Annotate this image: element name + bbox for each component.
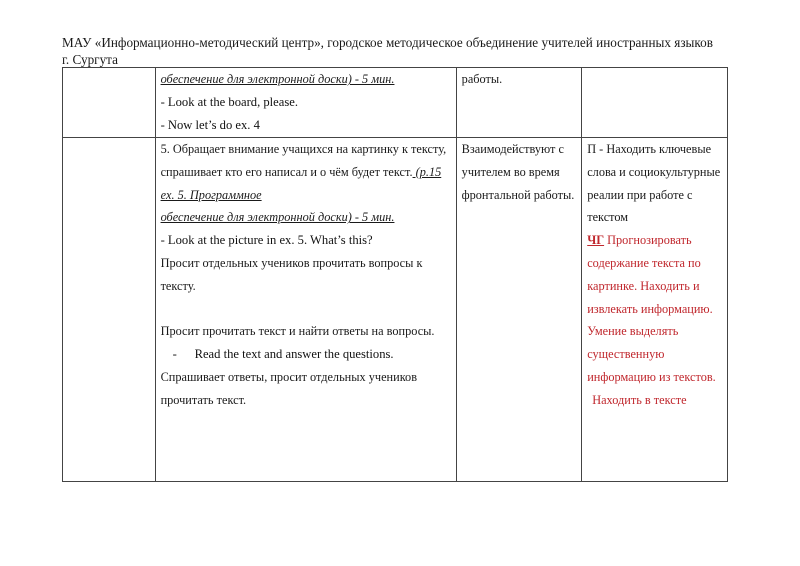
instruction-ask-answers: Спрашивает ответы, просит отдельных учеников прочитать текст.: [160, 369, 417, 407]
table-row: [63, 138, 728, 482]
student-activity-cell: Взаимодействуют с учителем во время фронтальной работы.: [456, 138, 582, 482]
reading-literacy-text: Прогнозировать содержание текста по картинке. Находить и извлекать информацию. Умение выделять существенную информацию из текстов.: [587, 233, 716, 384]
outcomes-cell: [582, 138, 728, 482]
resource-reference-continued: обеспечение для электронной доски) - 5 мин.: [160, 210, 395, 225]
bullet-text: Read the text and answer the questions.: [194, 347, 394, 362]
stage-cell: [63, 138, 156, 482]
teacher-activity-cell: [155, 68, 456, 138]
table-row: [63, 68, 728, 138]
student-activity-cell: работы.: [456, 68, 582, 138]
teacher-phrase: - Now let’s do ex. 4: [160, 117, 260, 132]
teacher-phrase: - Look at the board, please.: [160, 94, 298, 109]
task-intro: 5. Обращает внимание учащихся на картинку к тексту, спрашивает кто его написал и о чём будет текст.: [160, 142, 447, 179]
stage-cell: [63, 68, 156, 138]
reading-literacy-continued: Находить в тексте: [592, 392, 687, 407]
reading-literacy-outcome: [587, 229, 722, 389]
header-line-organization: МАУ «Информационно-методический центр», городское методическое объединение учителей иностранных языков: [62, 35, 713, 50]
bullet-item: [161, 343, 451, 366]
personal-outcome: П - Находить ключевые слова и социокультурные реалии при работе с текстом: [587, 142, 721, 225]
resource-reference: обеспечение для электронной доски) - 5 мин.: [160, 72, 395, 86]
bullet-dash: -: [172, 347, 177, 362]
instruction-read-questions: Просит отдельных учеников прочитать вопросы к тексту.: [160, 255, 423, 293]
lesson-plan-table: [62, 67, 728, 482]
teacher-activity-cell: [155, 138, 456, 482]
instruction-find-answers: Просит прочитать текст и найти ответы на вопросы.: [160, 324, 435, 339]
blank-line: [161, 298, 451, 321]
teacher-question: - Look at the picture in ex. 5. What’s this?: [160, 233, 373, 248]
header-line-city: г. Сургута: [62, 52, 118, 67]
page-header: [62, 34, 742, 68]
outcomes-cell: [582, 68, 728, 138]
reading-literacy-label: ЧГ: [587, 233, 605, 248]
resource-reference: (р.15 ex. 5. Программное: [160, 164, 442, 202]
